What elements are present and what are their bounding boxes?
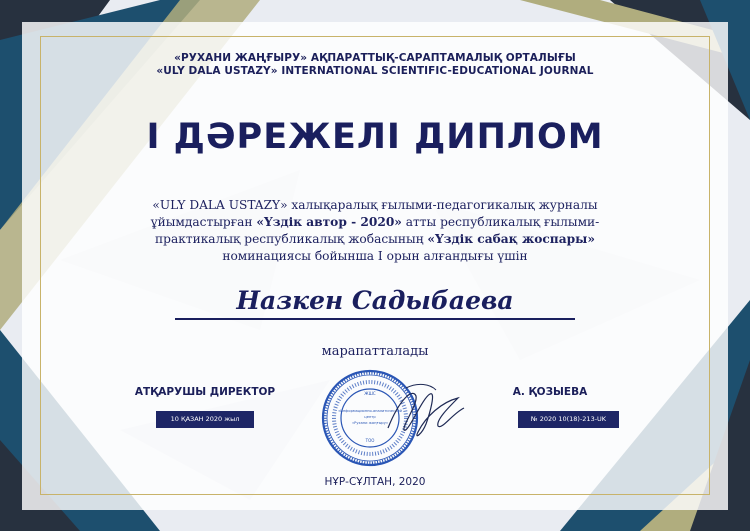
- official-seal-icon: [318, 368, 478, 468]
- organization-name-kz: «РУХАНИ ЖАҢҒЫРУ» АҚПАРАТТЫҚ-САРАПТАМАЛЫҚ ОРТАЛЫҒЫ: [174, 52, 576, 64]
- issue-date-badge: 10 ҚАЗАН 2020 жыл: [156, 411, 254, 428]
- seal-top-text: ЖШС: [364, 391, 376, 396]
- description-text-3: номинациясы бойынша І орын алғандығы үшін: [222, 249, 528, 263]
- seal-center-text-3: «Рухани жаңғыру»: [351, 421, 389, 425]
- diploma-title: І ДӘРЕЖЕЛІ ДИПЛОМ: [146, 117, 604, 157]
- city-year: НҰР-СҰЛТАН, 2020: [324, 476, 426, 488]
- award-description: [135, 197, 615, 265]
- project-name: «Үздік автор - 2020»: [256, 215, 402, 229]
- director-title: АТҚАРУШЫ ДИРЕКТОР: [134, 386, 276, 398]
- signatory-name: А. ҚОЗЫЕВА: [512, 386, 588, 398]
- seal-center-text-1: «Информационно-аналитический: [338, 409, 402, 413]
- recipient-name: Назкен Садыбаева: [236, 286, 514, 315]
- certificate-number-badge: № 2020 10(18)-213-UK: [518, 411, 619, 428]
- description-text-2: атты республикалық ғылыми-практикалық республикалық жобасының: [155, 215, 600, 246]
- name-underline: [175, 318, 575, 320]
- seal-center-text-2: центр: [364, 415, 376, 419]
- organization-name-en: «ULY DALA USTAZY» INTERNATIONAL SCIENTIFIC-EDUCATIONAL JOURNAL: [156, 65, 594, 77]
- nomination-name: «Үздік сабақ жоспары»: [427, 232, 595, 246]
- seal-bottom-text: ТОО: [365, 438, 375, 443]
- awarded-text: марапатталады: [321, 344, 429, 359]
- description-text-1: «ULY DALA USTAZY» халықаралық ғылыми-педагогикалық журналы ұйымдастырған: [150, 198, 598, 229]
